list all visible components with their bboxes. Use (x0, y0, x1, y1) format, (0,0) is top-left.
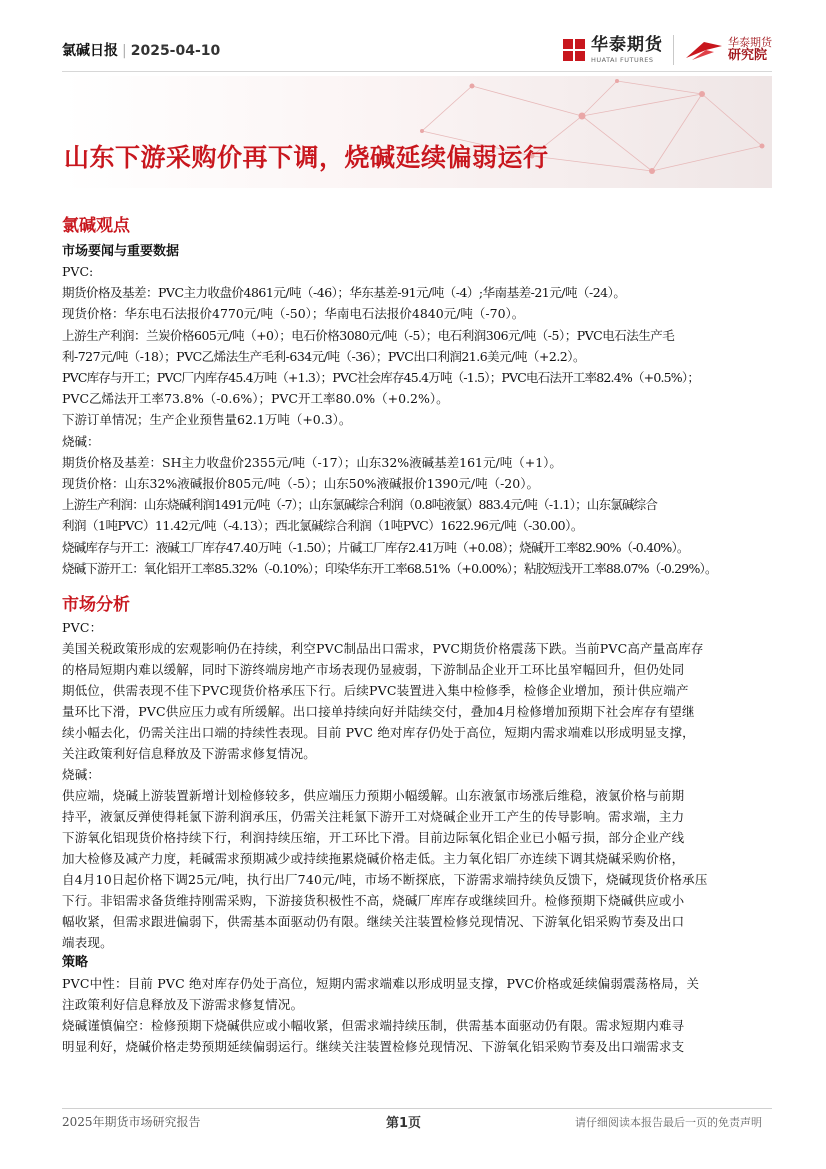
strategy-line: 明显利好，烧碱价格走势预期延续偏弱运行。继续关注装置检修兑现情况、下游氧化铝采购节奏及出口端需求支 (62, 1039, 685, 1055)
data-line: PVC: (62, 264, 94, 279)
analysis-text (62, 617, 780, 953)
institute-name-bottom: 研究院 (728, 47, 768, 63)
page-footer (62, 1108, 772, 1136)
analysis-line: 美国关税政策形成的宏观影响仍在持续，利空PVC制品出口需求，PVC期货价格震荡下跌。当前PVC高产量高库存 (62, 641, 704, 657)
analysis-heading: 市场分析 (62, 595, 130, 616)
institute-logo-icon (684, 38, 724, 62)
data-line: 期货价格及基差：SH主力收盘价2355元/吨（-17）；山东32%液碱基差161元/吨（+1）。 (62, 454, 562, 470)
page-number: 第1页 (386, 1116, 422, 1131)
data-line: PVC乙烯法开工率73.8%（-0.6%）；PVC开工率80.0%（+0.2%）。 (62, 391, 449, 407)
analysis-line: 加大检修及减产力度，耗碱需求预期减少或持续拖累烧碱价格走低。主力氧化铝厂亦连续下调其烧碱采购价格， (62, 851, 685, 867)
analysis-line: PVC： (62, 620, 103, 636)
analysis-line: 量环比下滑，PVC供应压力或有所缓解。出口接单持续向好并陆续交付，叠加4月检修增加预期下社会库存有望继 (62, 704, 695, 720)
meta-separator: | (122, 43, 127, 59)
strategy-text (62, 973, 780, 1057)
strategy-heading: 策略 (62, 955, 89, 971)
data-line: 上游生产利润：山东烧碱利润1491元/吨（-7）；山东氯碱综合利润（0.8吨液氯）883.4元/吨（-1.1）；山东氯碱综合 (62, 497, 658, 513)
report-title: 山东下游采购价再下调，烧碱延续偏弱运行 (64, 143, 549, 172)
brand-name-cn: 华泰期货 (591, 34, 663, 55)
data-line: 烧碱下游开工：氧化铝开工率85.32%（-0.10%）；印染华东开工率68.51%（+0.00%）；粘胶短浅开工率88.07%（-0.29%）。 (62, 560, 717, 576)
analysis-line: 端表现。 (62, 935, 113, 951)
page-header (62, 28, 772, 72)
analysis-line: 供应端，烧碱上游装置新增计划检修较多，供应端压力预期小幅缓解。山东液氯市场涨后维稳，液氯价格与前期 (62, 788, 685, 804)
strategy-line: 注政策利好信息释放及下游需求修复情况。 (62, 997, 304, 1013)
report-body (62, 214, 780, 1057)
analysis-line: 自4月10日起价格下调25元/吨，执行出厂740元/吨，市场不断探底，下游需求端持续负反馈下，烧碱现货价格承压 (62, 872, 708, 888)
brand-logos (563, 32, 772, 68)
data-line: 上游生产利润：兰炭价格605元/吨（+0）；电石价格3080元/吨（-5）；电石利润306元/吨（-5）；PVC电石法生产毛 (62, 327, 675, 343)
market-data-list (62, 261, 780, 579)
report-type: 氯碱日报 (62, 43, 118, 59)
data-line: 烧碱： (62, 433, 100, 449)
data-line: 现货价格：山东32%液碱报价805元/吨（-5）；山东50%液碱报价1390元/吨（-20）。 (62, 476, 539, 492)
analysis-line: 幅收紧，但需求跟进偏弱下，供需基本面驱动仍有限。继续关注装置检修兑现情况、下游氧化铝采购节奏及出口 (62, 914, 685, 930)
analysis-line: 的格局短期内难以缓解，同时下游终端房地产市场表现仍显疲弱，下游制品企业开工环比虽窄幅回升，但仍处同 (62, 662, 685, 678)
strategy-line: PVC中性：目前 PVC 绝对库存仍处于高位，短期内需求端难以形成明显支撑，PVC价格或延续偏弱震荡格局，关 (62, 976, 700, 992)
footer-report-name: 2025年期货市场研究报告 (62, 1115, 201, 1129)
report-meta (62, 40, 220, 60)
analysis-line: 关注政策利好信息释放及下游需求修复情况。 (62, 746, 317, 762)
brand-name (591, 34, 663, 64)
logo-divider (673, 35, 674, 65)
view-heading: 氯碱观点 (62, 216, 130, 236)
data-line: PVC库存与开工；PVC厂内库存45.4万吨（+1.3）；PVC社会库存45.4万吨（-1.5）；PVC电石法开工率82.4%（+0.5%）； (62, 370, 700, 386)
data-line: 利润（1吨PVC）11.42元/吨（-4.13）；西北氯碱综合利润（1吨PVC）1622.96元/吨（-30.00）。 (62, 518, 583, 534)
data-line: 下游订单情况；生产企业预售量62.1万吨（+0.3）。 (62, 412, 352, 428)
data-line: 期货价格及基差：PVC主力收盘价4861元/吨（-46）；华东基差-91元/吨（-4）;华南基差-21元/吨（-24）。 (62, 285, 626, 301)
report-date: 2025-04-10 (130, 43, 221, 59)
data-line: 现货价格：华东电石法报价4770元/吨（-50）；华南电石法报价4840元/吨（-70）。 (62, 306, 525, 322)
huatai-logo-icon (563, 39, 585, 61)
analysis-line: 下行。非铝需求备货维持刚需采购，下游接货积极性不高，烧碱厂库库存或继续回升。检修预期下烧碱供应或小 (62, 893, 685, 909)
institute-name-top: 华泰期货 (728, 35, 772, 49)
data-line: 利-727元/吨（-18）；PVC乙烯法生产毛利-634元/吨（-36）；PVC出口利润21.6美元/吨（+2.2）。 (62, 348, 585, 364)
analysis-line: 持平，液氯反弹使得耗氯下游利润承压，仍需关注耗氯下游开工对烧碱企业开工产生的传导影响。需求端，主力 (62, 809, 685, 825)
analysis-line: 下游氧化铝现货价格持续下行，利润持续压缩，开工环比下滑。目前边际氧化铝企业已小幅亏损，部分企业产线 (62, 830, 685, 846)
title-banner (62, 76, 772, 188)
analysis-line: 期低位，供需表现不佳下PVC现货价格承压下行。后续PVC装置进入集中检修季，检修企业增加，预计供应端产 (62, 683, 689, 699)
institute-name (728, 37, 772, 63)
brand-name-en: HUATAI FUTURES (591, 55, 654, 64)
analysis-line: 烧碱： (62, 767, 101, 783)
data-line: 烧碱库存与开工：液碱工厂库存47.40万吨（-1.50）；片碱工厂库存2.41万吨（+0.08）；烧碱开工率82.90%（-0.40%）。 (62, 539, 689, 555)
strategy-line: 烧碱谨慎偏空：检修预期下烧碱供应或小幅收紧，但需求端持续压制，供需基本面驱动仍有限。需求短期内难寻 (62, 1018, 685, 1034)
analysis-line: 续小幅去化，仍需关注出口端的持续性表现。目前 PVC 绝对库存仍处于高位，短期内需求端难以形成明显支撑， (62, 725, 695, 741)
view-subheading: 市场要闻与重要数据 (62, 244, 180, 259)
disclaimer-note: 请仔细阅读本报告最后一页的免责声明 (575, 1116, 762, 1129)
